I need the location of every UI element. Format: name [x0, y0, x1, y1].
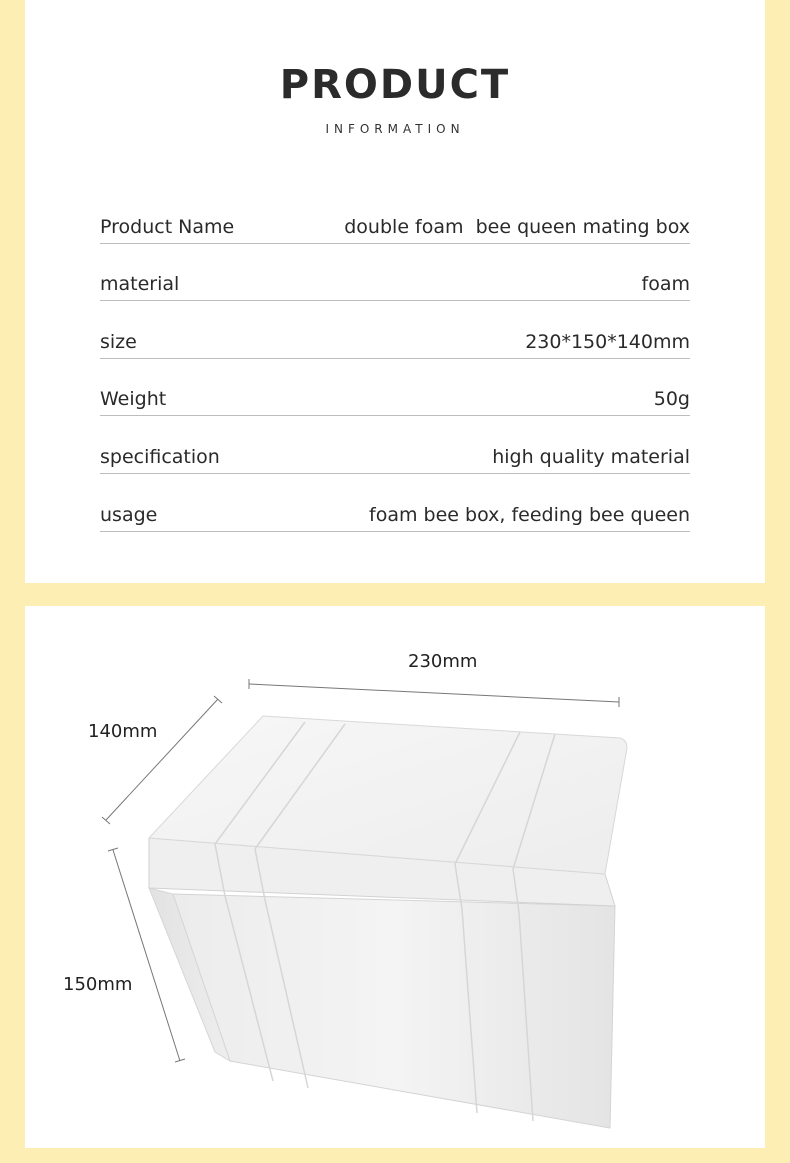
dimension-line-width — [249, 679, 619, 707]
page-title: PRODUCT — [279, 62, 511, 108]
spec-label: size — [100, 330, 137, 353]
spec-row-size — [100, 301, 690, 359]
spec-label: specification — [100, 445, 220, 468]
spec-label: Weight — [100, 388, 167, 411]
dimension-label-height: 150mm — [63, 974, 133, 995]
spec-value: 230*150*140mm — [525, 330, 690, 353]
spec-label: usage — [100, 503, 158, 526]
dimension-label-width: 230mm — [408, 651, 478, 672]
product-info-panel — [25, 0, 765, 583]
spec-row-specification — [100, 416, 690, 474]
spec-value: double foam bee queen mating box — [344, 215, 690, 238]
spec-row-usage — [100, 474, 690, 532]
spec-label: material — [100, 273, 180, 296]
page-subtitle: INFORMATION — [325, 122, 465, 136]
spec-row-material — [100, 244, 690, 302]
spec-row-weight — [100, 359, 690, 417]
foam-box-illustration — [25, 606, 765, 1148]
spec-value: 50g — [653, 388, 690, 411]
box-lower-body — [173, 894, 615, 1128]
spec-value: high quality material — [492, 445, 690, 468]
spec-value: foam bee box, feeding bee queen — [369, 503, 690, 526]
dimension-label-depth: 140mm — [88, 721, 158, 742]
spec-value: foam — [641, 273, 690, 296]
spec-table — [100, 186, 690, 532]
spec-label: Product Name — [100, 215, 235, 238]
product-photo-panel — [25, 606, 765, 1148]
spec-row-product-name — [100, 186, 690, 244]
